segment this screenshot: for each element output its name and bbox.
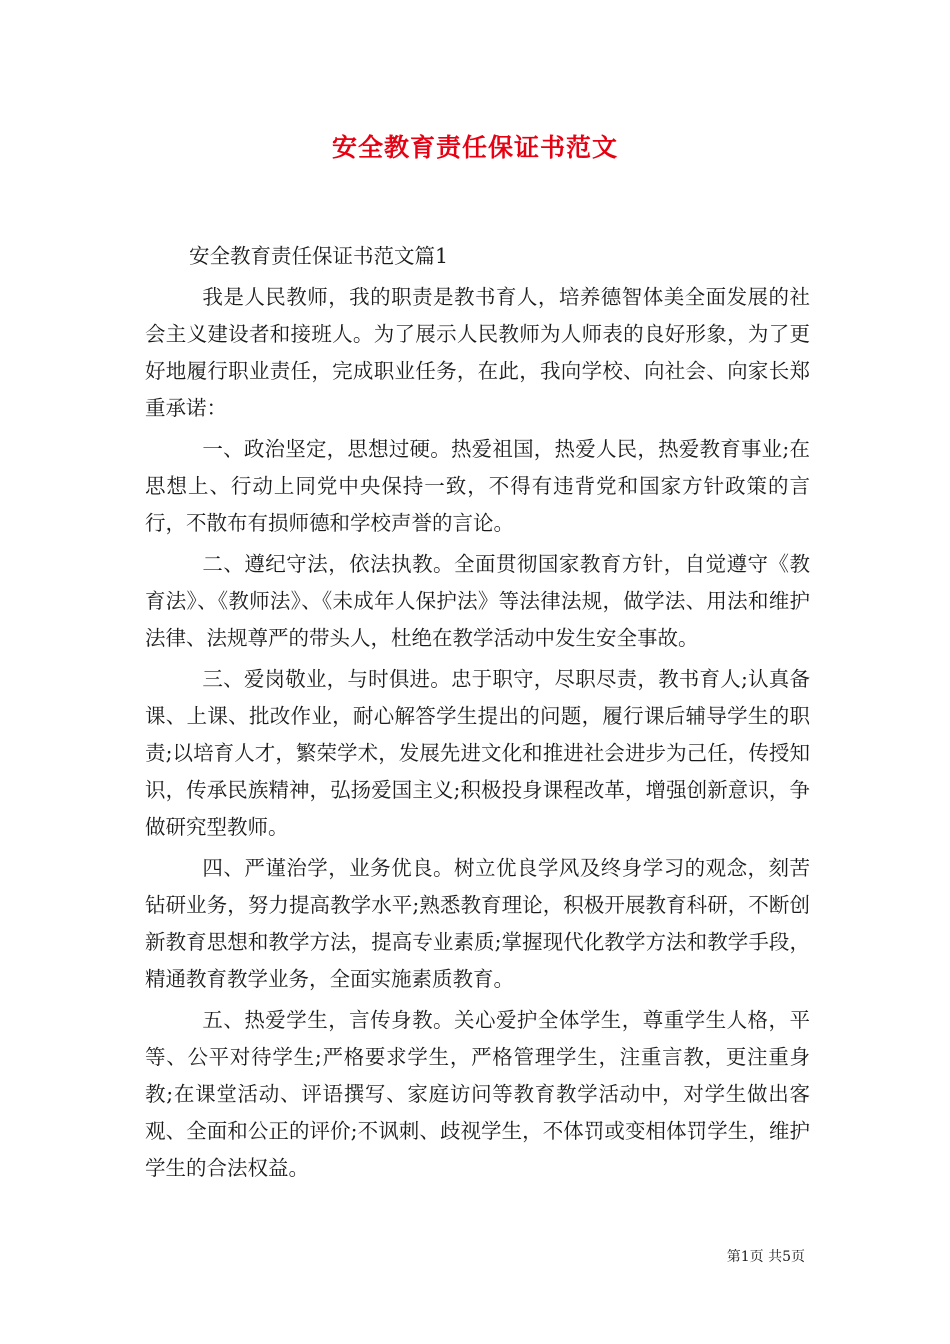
paragraph-item-3: 三、爱岗敬业，与时俱进。忠于职守，尽职尽责，教书育人;认真备课、上课、批改作业，耐心解答学生提出的问题，履行课后辅导学生的职责;以培育人才，繁荣学术，发展先进文化和推进社会进步为己任，传授知识，传承民族精神，弘扬爱国主义;积极投身课程改革，增强创新意识，争做研究型教师。 xyxy=(145,667,810,839)
paragraph-item-4: 四、严谨治学，业务优良。树立优良学风及终身学习的观念，刻苦钻研业务，努力提高教学水平;熟悉教育理论，积极开展教育科研，不断创新教育思想和教学方法，提高专业素质;掌握现代化教学方法和教学手段，精通教育教学业务，全面实施素质教育。 xyxy=(145,856,810,991)
paragraph-item-1: 一、政治坚定，思想过硬。热爱祖国，热爱人民，热爱教育事业;在思想上、行动上同党中央保持一致，不得有违背党和国家方针政策的言行，不散布有损师德和学校声誉的言论。 xyxy=(145,437,810,535)
paragraph-item-5: 五、热爱学生，言传身教。关心爱护全体学生，尊重学生人格，平等、公平对待学生;严格要求学生，严格管理学生，注重言教，更注重身教;在课堂活动、评语撰写、家庭访问等教育教学活动中，对学生做出客观、全面和公正的评价;不讽刺、歧视学生，不体罚或变相体罚学生，维护学生的合法权益。 xyxy=(145,1008,810,1180)
section-subheading: 安全教育责任保证书范文篇1 xyxy=(189,244,449,268)
page-number-footer: 第1页 共5页 xyxy=(726,1249,805,1265)
document-body xyxy=(145,238,810,1191)
paragraph-item-2: 二、遵纪守法，依法执教。全面贯彻国家教育方针，自觉遵守《教育法》、《教师法》、《未成年人保护法》等法律法规，做学法、用法和维护法律、法规尊严的带头人，杜绝在教学活动中发生安全事故。 xyxy=(145,552,810,650)
document-title: 安全教育责任保证书范文 xyxy=(331,133,618,162)
paragraph-intro: 我是人民教师，我的职责是教书育人，培养德智体美全面发展的社会主义建设者和接班人。为了展示人民教师为人师表的良好形象，为了更好地履行职业责任，完成职业任务，在此，我向学校、向社会、向家长郑重承诺： xyxy=(145,285,810,420)
